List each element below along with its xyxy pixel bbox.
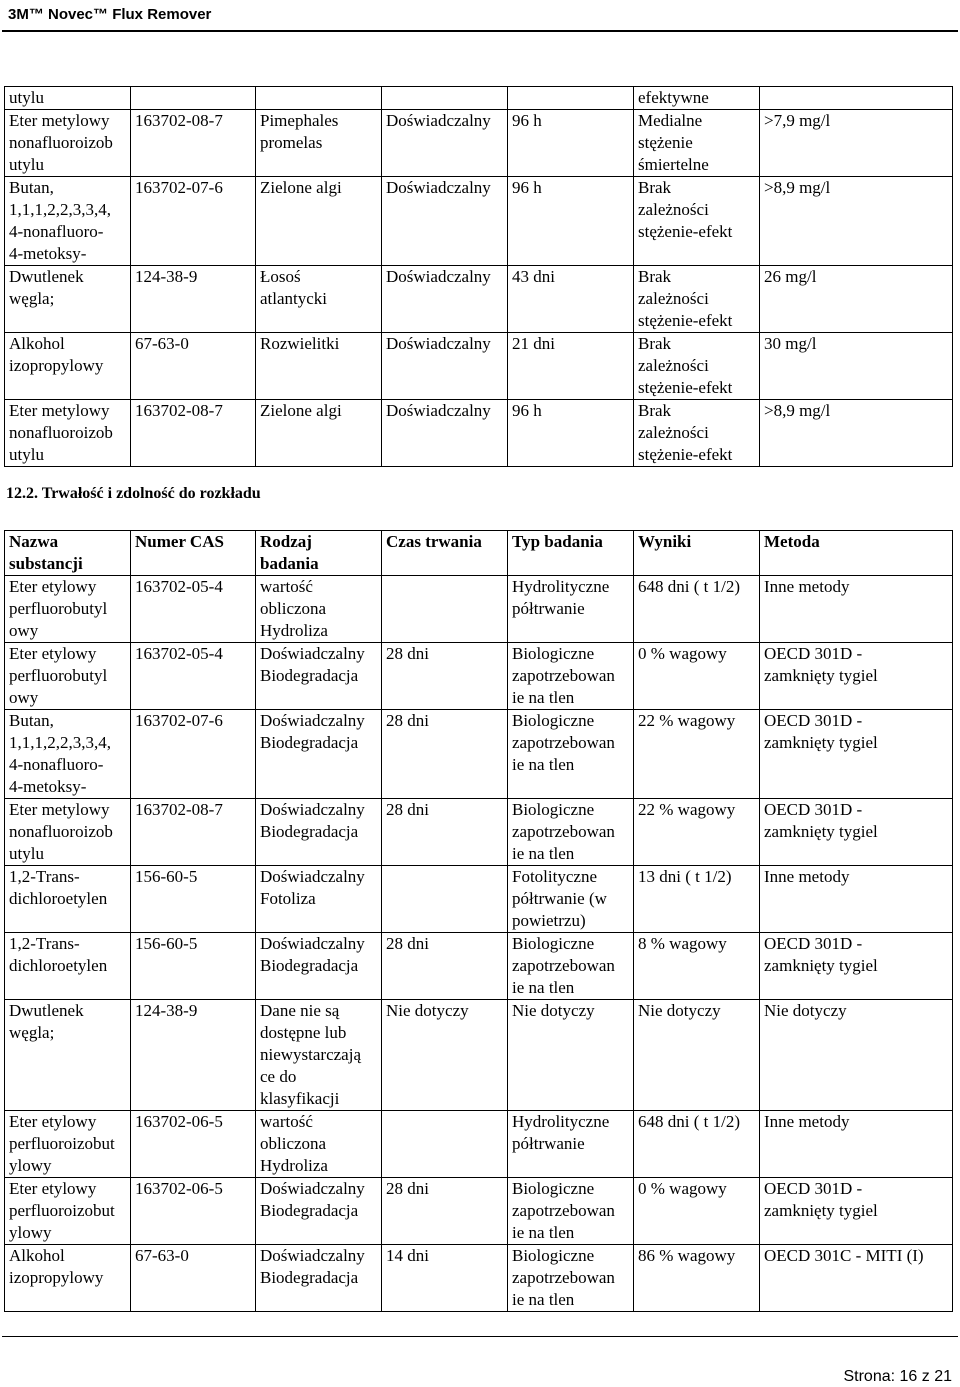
table-cell: 156-60-5: [131, 866, 256, 933]
table-cell: 648 dni ( t 1/2): [634, 1111, 760, 1178]
table-cell: Doświadczalny Biodegradacja: [256, 1178, 382, 1245]
table-cell: 22 % wagowy: [634, 799, 760, 866]
column-header: Wyniki: [634, 531, 760, 576]
table-cell: Eter etylowy perfluorobutyl owy: [5, 643, 131, 710]
table-cell: [382, 866, 508, 933]
table-cell: 163702-08-7: [131, 110, 256, 177]
table-cell: Inne metody: [760, 866, 953, 933]
table-cell: Eter metylowy nonafluoroizob utylu: [5, 400, 131, 467]
table-cell: 96 h: [508, 110, 634, 177]
footer-divider: [2, 1336, 958, 1337]
column-header: Rodzaj badania: [256, 531, 382, 576]
table-cell: 43 dni: [508, 266, 634, 333]
column-header: Metoda: [760, 531, 953, 576]
table-cell: 163702-08-7: [131, 400, 256, 467]
table-cell: 96 h: [508, 400, 634, 467]
table-cell: Eter etylowy perfluoroizobut ylowy: [5, 1111, 131, 1178]
table-cell: Dane nie są dostępne lub niewystarczają ce do klasyfikacji: [256, 1000, 382, 1111]
table-cell: wartość obliczona Hydroliza: [256, 576, 382, 643]
table-cell: 156-60-5: [131, 933, 256, 1000]
table-cell: 22 % wagowy: [634, 710, 760, 799]
table-cell: 96 h: [508, 177, 634, 266]
table-cell: 8 % wagowy: [634, 933, 760, 1000]
column-header: Nazwa substancji: [5, 531, 131, 576]
table-cell: utylu: [5, 87, 131, 110]
column-header: Numer CAS: [131, 531, 256, 576]
table-cell: Biologiczne zapotrzebowan ie na tlen: [508, 710, 634, 799]
table-cell: 14 dni: [382, 1245, 508, 1312]
table-row: [5, 1178, 953, 1245]
table-row: [5, 710, 953, 799]
table-cell: 67-63-0: [131, 1245, 256, 1312]
table-cell: 28 dni: [382, 933, 508, 1000]
table-cell: [382, 1111, 508, 1178]
table-cell: Eter metylowy nonafluoroizob utylu: [5, 799, 131, 866]
table-cell: 0 % wagowy: [634, 643, 760, 710]
table-cell: 1,2-Trans- dichloroetylen: [5, 933, 131, 1000]
table-row: [5, 110, 953, 177]
table-cell: Biologiczne zapotrzebowan ie na tlen: [508, 643, 634, 710]
table-cell: Brak zależności stężenie-efekt: [634, 333, 760, 400]
table-cell: Doświadczalny Biodegradacja: [256, 643, 382, 710]
table-cell: [256, 87, 382, 110]
table-row: [5, 177, 953, 266]
ecotoxicity-table-body: [5, 87, 953, 467]
table-cell: 86 % wagowy: [634, 1245, 760, 1312]
table-cell: Inne metody: [760, 1111, 953, 1178]
table-row: [5, 576, 953, 643]
table-row: [5, 266, 953, 333]
table-cell: OECD 301C - MITI (I): [760, 1245, 953, 1312]
table-cell: Hydrolityczne półtrwanie: [508, 576, 634, 643]
column-header: Typ badania: [508, 531, 634, 576]
table-row: [5, 1111, 953, 1178]
table-cell: Doświadczalny: [382, 177, 508, 266]
table-cell: 163702-07-6: [131, 177, 256, 266]
table-cell: Doświadczalny Biodegradacja: [256, 710, 382, 799]
table-row: [5, 1245, 953, 1312]
table-header-row: [5, 531, 953, 576]
table-cell: Alkohol izopropylowy: [5, 333, 131, 400]
table-cell: Fotolityczne półtrwanie (w powietrzu): [508, 866, 634, 933]
table-cell: Doświadczalny Biodegradacja: [256, 1245, 382, 1312]
table-cell: Doświadczalny: [382, 110, 508, 177]
table-cell: Doświadczalny Biodegradacja: [256, 799, 382, 866]
header-divider: [2, 30, 958, 32]
table-cell: Butan, 1,1,1,2,2,3,3,4, 4-nonafluoro- 4-metoksy-: [5, 177, 131, 266]
table-cell: 124-38-9: [131, 266, 256, 333]
table-cell: 21 dni: [508, 333, 634, 400]
table-cell: Zielone algi: [256, 177, 382, 266]
table-cell: Nie dotyczy: [760, 1000, 953, 1111]
table-cell: Alkohol izopropylowy: [5, 1245, 131, 1312]
table-cell: Biologiczne zapotrzebowan ie na tlen: [508, 799, 634, 866]
table-cell: 163702-05-4: [131, 643, 256, 710]
section-title: 12.2. Trwałość i zdolność do rozkładu: [6, 485, 261, 502]
table-cell: OECD 301D - zamknięty tygiel: [760, 799, 953, 866]
table-cell: OECD 301D - zamknięty tygiel: [760, 933, 953, 1000]
table-cell: Rozwielitki: [256, 333, 382, 400]
document-title: 3M™ Novec™ Flux Remover: [8, 6, 212, 23]
table-cell: 28 dni: [382, 1178, 508, 1245]
table-cell: 28 dni: [382, 710, 508, 799]
table-cell: Biologiczne zapotrzebowan ie na tlen: [508, 1178, 634, 1245]
table-cell: 163702-07-6: [131, 710, 256, 799]
table-cell: Dwutlenek węgla;: [5, 1000, 131, 1111]
table-cell: Łosoś atlantycki: [256, 266, 382, 333]
table-cell: 1,2-Trans- dichloroetylen: [5, 866, 131, 933]
table-cell: Eter metylowy nonafluoroizob utylu: [5, 110, 131, 177]
table-cell: 163702-08-7: [131, 799, 256, 866]
table-cell: Doświadczalny: [382, 333, 508, 400]
table-cell: Brak zależności stężenie-efekt: [634, 400, 760, 467]
table-cell: Zielone algi: [256, 400, 382, 467]
table-cell: 67-63-0: [131, 333, 256, 400]
table-cell: Hydrolityczne półtrwanie: [508, 1111, 634, 1178]
table-cell: 163702-06-5: [131, 1178, 256, 1245]
table-cell: Nie dotyczy: [382, 1000, 508, 1111]
table-cell: [508, 87, 634, 110]
table-cell: Nie dotyczy: [508, 1000, 634, 1111]
table-cell: Dwutlenek węgla;: [5, 266, 131, 333]
table-cell: 163702-05-4: [131, 576, 256, 643]
table-cell: Eter etylowy perfluorobutyl owy: [5, 576, 131, 643]
table-cell: >8,9 mg/l: [760, 177, 953, 266]
table-cell: 28 dni: [382, 643, 508, 710]
table-cell: efektywne: [634, 87, 760, 110]
table-cell: 28 dni: [382, 799, 508, 866]
table-cell: OECD 301D - zamknięty tygiel: [760, 643, 953, 710]
table-row: [5, 799, 953, 866]
table-cell: Biologiczne zapotrzebowan ie na tlen: [508, 933, 634, 1000]
table-cell: OECD 301D - zamknięty tygiel: [760, 710, 953, 799]
table-cell: Medialne stężenie śmiertelne: [634, 110, 760, 177]
table-cell: Doświadczalny: [382, 266, 508, 333]
table-cell: wartość obliczona Hydroliza: [256, 1111, 382, 1178]
column-header: Czas trwania: [382, 531, 508, 576]
table-row: [5, 333, 953, 400]
table-cell: OECD 301D - zamknięty tygiel: [760, 1178, 953, 1245]
table-cell: 124-38-9: [131, 1000, 256, 1111]
table-cell: Inne metody: [760, 576, 953, 643]
table-cell: Brak zależności stężenie-efekt: [634, 177, 760, 266]
table-cell: [382, 576, 508, 643]
table-cell: >8,9 mg/l: [760, 400, 953, 467]
ecotoxicity-table: [4, 86, 953, 467]
table-row: [5, 933, 953, 1000]
table-cell: [131, 87, 256, 110]
table-cell: Doświadczalny: [382, 400, 508, 467]
table-cell: >7,9 mg/l: [760, 110, 953, 177]
table-cell: 30 mg/l: [760, 333, 953, 400]
degradability-table: [4, 530, 953, 1312]
table-cell: Doświadczalny Biodegradacja: [256, 933, 382, 1000]
table-cell: Biologiczne zapotrzebowan ie na tlen: [508, 1245, 634, 1312]
table-cell: Nie dotyczy: [634, 1000, 760, 1111]
table-row: [5, 643, 953, 710]
table-row: [5, 87, 953, 110]
degradability-table-body: [5, 576, 953, 1312]
table-row: [5, 400, 953, 467]
table-cell: 13 dni ( t 1/2): [634, 866, 760, 933]
table-cell: 26 mg/l: [760, 266, 953, 333]
page-number: Strona: 16 z 21: [843, 1368, 952, 1385]
table-cell: Brak zależności stężenie-efekt: [634, 266, 760, 333]
table-row: [5, 866, 953, 933]
table-cell: [760, 87, 953, 110]
table-cell: Eter etylowy perfluoroizobut ylowy: [5, 1178, 131, 1245]
table-cell: Pimephales promelas: [256, 110, 382, 177]
table-row: [5, 1000, 953, 1111]
table-cell: Doświadczalny Fotoliza: [256, 866, 382, 933]
table-cell: 648 dni ( t 1/2): [634, 576, 760, 643]
table-cell: [382, 87, 508, 110]
table-cell: 163702-06-5: [131, 1111, 256, 1178]
table-cell: 0 % wagowy: [634, 1178, 760, 1245]
table-cell: Butan, 1,1,1,2,2,3,3,4, 4-nonafluoro- 4-metoksy-: [5, 710, 131, 799]
